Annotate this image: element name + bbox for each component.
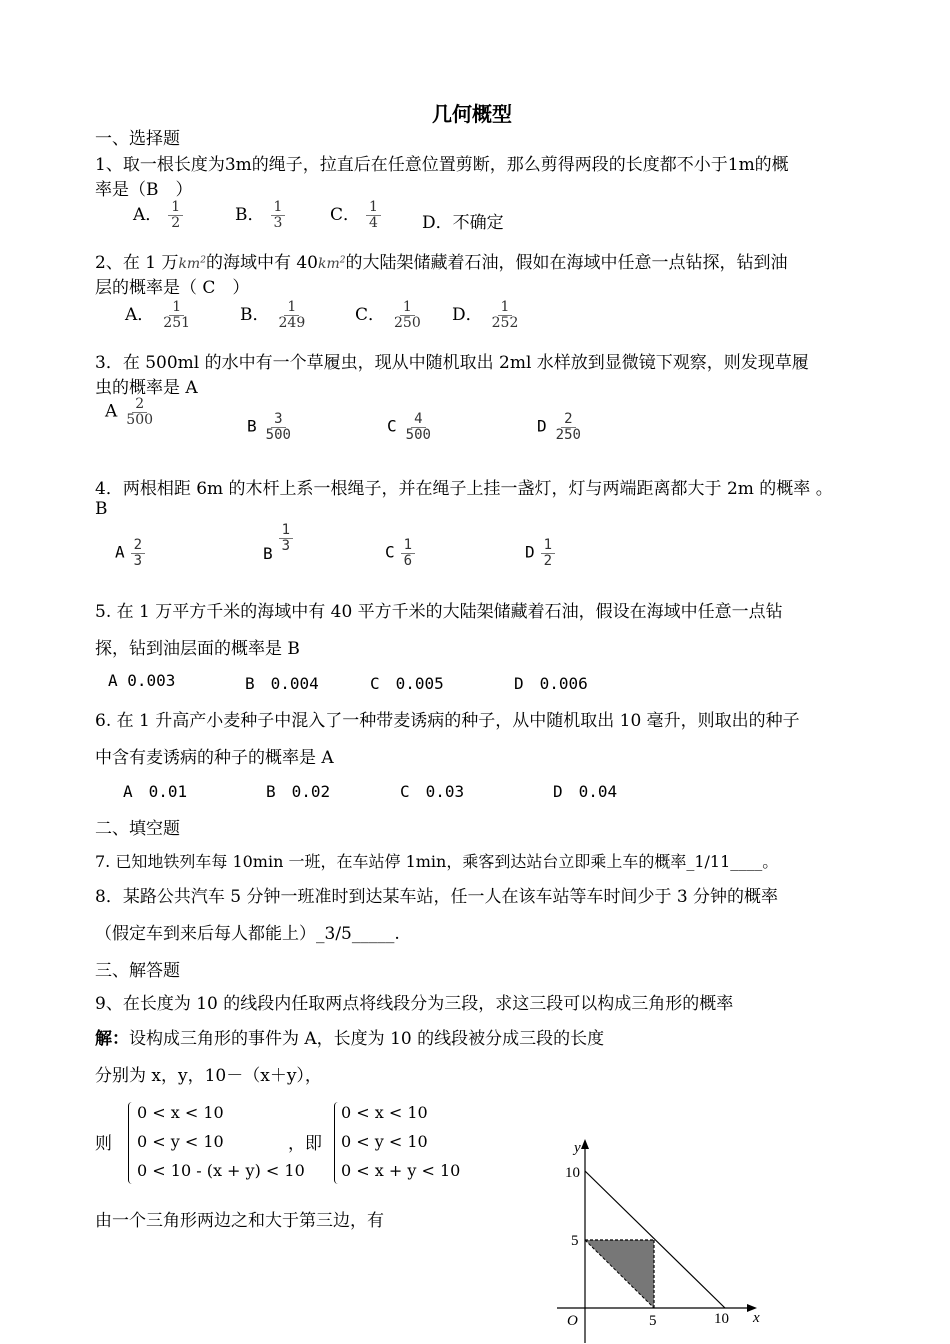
then-label: 则 [95, 1134, 112, 1154]
question-2-line-1: 2、在 1 万$km^2$的海域中有 $40km^2$的大陆架储藏着石油，假如在海域中任意一点钻探，钻到油 [95, 253, 788, 273]
y-axis-arrow [581, 1139, 589, 1149]
q5-option-c: C 0.005 [370, 674, 444, 693]
question-8-line-1: 8．某路公共汽车 5 分钟一班准时到达某车站，任一人在该车站等车时间少于 3 分钟的概率 [95, 887, 779, 907]
q3-option-d: D $\frac{2}{250}$ [537, 411, 581, 443]
question-2-line-2: 层的概率是（ C ） [95, 278, 250, 298]
question-3-line-1: 3．在 500ml 的水中有一个草履虫，现从中随机取出 2ml 水样放到显微镜下观察，则发现草履 [95, 353, 809, 373]
q1-option-c: C． $\frac{1}{4}$ [330, 200, 381, 231]
y-tick-10: 10 [565, 1165, 580, 1181]
question-9-line-1: 9、在长度为 10 的线段内任取两点将线段分为三段，求这三段可以构成三角形的概率 [95, 994, 734, 1014]
q4-option-b: B $\frac{1}{3}$ [263, 523, 293, 553]
brace-left-2 [334, 1102, 341, 1184]
solution-label: 解： [95, 1029, 129, 1049]
q4-option-c: C $\frac{1}{6}$ [385, 538, 415, 568]
q2-option-a: A． $\frac{1}{251}$ [125, 299, 191, 331]
q2-option-c: C． $\frac{1}{250}$ [355, 299, 421, 331]
q4-option-d: D $\frac{1}{2}$ [525, 538, 555, 568]
q3-option-b: B $\frac{3}{500}$ [247, 411, 291, 443]
q4-option-a: A $\frac{2}{3}$ [115, 538, 145, 568]
q1-option-a: A． $\frac{1}{2}$ [133, 200, 183, 231]
q3-option-c: C $\frac{4}{500}$ [387, 411, 431, 443]
q6-option-a: A 0.01 [123, 782, 188, 801]
inequality-system-1: 0 < x < 10 0 < y < 10 0 < 10 - (x + y) < 10 [137, 1103, 305, 1180]
q5-option-d: D 0.006 [514, 674, 588, 693]
x-tick-10: 10 [714, 1311, 729, 1327]
question-7: 7. 已知地铁列车每 10min 一班，在车站停 1min，乘客到达站台立即乘上车的概率_1/11____。 [95, 852, 779, 871]
y-axis-label: y [574, 1140, 581, 1156]
feasible-region-graph [545, 1135, 785, 1344]
q2-option-b: B． $\frac{1}{249}$ [240, 299, 306, 331]
inequality-system-2: 0 < x < 10 0 < y < 10 0 < x + y < 10 [341, 1103, 461, 1180]
q1-option-b: B． $\frac{1}{3}$ [235, 200, 285, 231]
section-heading-fill: 二、填空题 [95, 819, 180, 839]
question-6-line-1: 6. 在 1 升高产小麦种子中混入了一种带麦诱病的种子，从中随机取出 10 毫升，则取出的种子 [95, 711, 800, 731]
q6-option-c: C 0.03 [400, 782, 465, 801]
brace-left-1 [128, 1102, 135, 1184]
q6-option-d: D 0.04 [553, 782, 618, 801]
q2-option-d: D． $\frac{1}{252}$ [452, 299, 519, 331]
q6-option-b: B 0.02 [266, 782, 331, 801]
page-title: 几何概型 [432, 102, 512, 126]
solution-line-3: 由一个三角形两边之和大于第三边，有 [95, 1211, 384, 1231]
ie-label: ，即 [288, 1134, 322, 1154]
origin-label: O [567, 1313, 578, 1329]
question-4-line-1: 4．两根相距 6m 的木杆上系一根绳子，并在绳子上挂一盏灯，灯与两端距离都大于 2m 的概率 。 [95, 479, 833, 499]
q5-option-a: A 0.003 [108, 671, 176, 690]
solution-line-1: 解：设构成三角形的事件为 A，长度为 10 的线段被分成三段的长度 [95, 1029, 605, 1049]
x-axis-label: x [753, 1310, 760, 1326]
section-heading-solve: 三、解答题 [95, 961, 180, 981]
question-5-line-2: 探，钻到油层面的概率是 B [95, 639, 300, 659]
question-1-line-2: 率是（B ） [95, 180, 193, 200]
question-5-line-1: 5. 在 1 万平方千米的海域中有 40 平方千米的大陆架储藏着石油，假设在海域中任意一点钻 [95, 602, 783, 622]
y-tick-5: 5 [571, 1233, 579, 1249]
q5-option-b: B 0.004 [245, 674, 319, 693]
section-heading-choice: 一、选择题 [95, 129, 180, 149]
question-4-line-2: B [95, 499, 108, 519]
question-3-line-2: 虫的概率是 A [95, 378, 198, 398]
question-6-line-2: 中含有麦诱病的种子的概率是 A [95, 748, 334, 768]
q1-option-d: D．不确定 [422, 213, 504, 233]
question-1-line-1: 1、取一根长度为3m的绳子，拉直后在任意位置剪断，那么剪得两段的长度都不小于1m的概 [95, 155, 789, 175]
solution-line-2: 分别为 x，y，10－（x＋y）， [95, 1066, 322, 1086]
x-tick-5: 5 [649, 1313, 657, 1329]
q3-option-a: A $\frac{2}{500}$ [105, 396, 154, 428]
question-8-line-2: （假定车到来后每人都能上）_3/5_____. [95, 924, 400, 944]
